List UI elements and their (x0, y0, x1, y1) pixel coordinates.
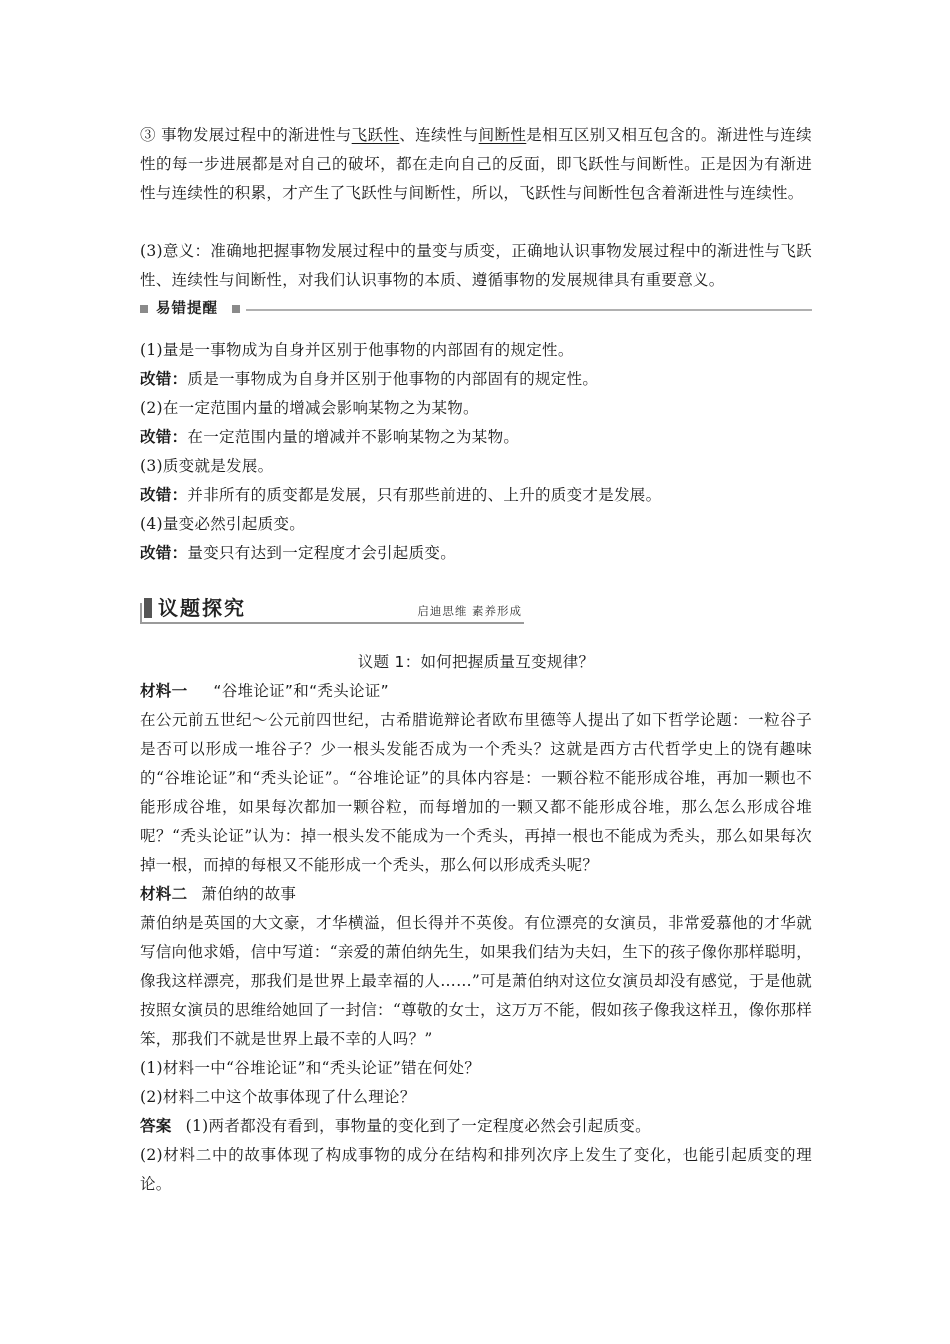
header-underline (140, 622, 524, 624)
divider-line (246, 309, 812, 311)
bullet-square-icon (232, 305, 240, 313)
tip-statement: (4)量变必然引起质变。 (140, 515, 306, 533)
topic-block (140, 648, 812, 1199)
tip-correction (140, 423, 812, 452)
topic-heading: 议题 1：如何把握质量互变规律？ (357, 653, 595, 671)
material-2-heading (140, 880, 812, 909)
question-1: (1)材料一中“谷堆论证”和“秃头论证”错在何处？ (140, 1059, 481, 1077)
error-tips-list (140, 336, 812, 568)
question-2: (2)材料二中这个故事体现了什么理论？ (140, 1088, 416, 1106)
point-3-lead: ③ 事物发展过程中的渐进性与 (140, 126, 352, 144)
tip-statement: (1)量是一事物成为自身并区别于他事物的内部固有的规定性。 (140, 341, 574, 359)
correction-text: 质是一事物成为自身并区别于他事物的内部固有的规定性。 (187, 370, 599, 388)
tip-correction (140, 481, 812, 510)
section-subtitle: 启迪思维 素养形成 (417, 604, 522, 618)
point-3-text (140, 121, 812, 208)
material-1-text: 在公元前五世纪～公元前四世纪，古希腊诡辩论者欧布里德等人提出了如下哲学论题：一粒谷子是否可以形成一堆谷子？少一根头发能否成为一个秃头？这就是西方古代哲学史上的饶有趣味的“谷堆论证”和“秃头论证”。“谷堆论证”的具体内容是：一颗谷粒不能形成谷堆，再加一颗也不能形成谷堆，如果每次都加一颗谷粒，而每增加的一颗又都不能形成谷堆，那么怎么形成谷堆呢？“秃头论证”认为：掉一根头发不能成为一个秃头，再掉一根也不能成为秃头，那么如果每次掉一根，而掉的每根又不能形成一个秃头，那么何以形成秃头呢？ (140, 711, 812, 874)
correction-label: 改错： (140, 370, 188, 388)
error-tips-header (140, 298, 812, 320)
correction-text: 并非所有的质变都是发展，只有那些前进的、上升的质变才是发展。 (187, 486, 662, 504)
header-accent-line (140, 603, 142, 623)
point-3-paragraph (140, 121, 812, 208)
point-3-mid: 、连续性与 (399, 126, 479, 144)
header-accent-bar (144, 598, 152, 618)
error-tips-title: 易错提醒 (156, 301, 218, 317)
significance-text: (3)意义：准确地把握事物发展过程中的量变与质变，正确地认识事物发展过程中的渐进性与飞跃性、连续性与间断性，对我们认识事物的本质、遵循事物的发展规律具有重要意义。 (140, 242, 812, 289)
correction-label: 改错： (140, 428, 188, 446)
answer-1 (140, 1112, 812, 1141)
material-2-label: 材料二 (140, 885, 188, 903)
bullet-square-icon (140, 305, 148, 313)
section-title: 议题探究 (158, 596, 246, 620)
material-2-text: 萧伯纳是英国的大文豪，才华横溢，但长得并不英俊。有位漂亮的女演员，非常爱慕他的才华就写信向他求婚，信中写道：“亲爱的萧伯纳先生，如果我们结为夫妇，生下的孩子像你那样聪明，像我这样漂亮，那我们是世界上最幸福的人……”可是萧伯纳对这位女演员却没有感觉，于是他就按照女演员的思维给她回了一封信：“尊敬的女士，这万万不能，假如孩子像我这样丑，像你那样笨，那我们不就是世界上最不幸的人吗？” (140, 914, 812, 1048)
underlined-term-leap: 飞跃性 (351, 126, 400, 144)
material-1-title: “谷堆论证”和“秃头论证” (213, 682, 389, 700)
material-1-label: 材料一 (140, 682, 188, 700)
correction-label: 改错： (140, 544, 188, 562)
underlined-term-discontinuity: 间断性 (478, 126, 527, 144)
tip-correction (140, 365, 812, 394)
answer-1-text: (1)两者都没有看到，事物量的变化到了一定程度必然会引起质变。 (185, 1117, 651, 1135)
significance-paragraph (140, 237, 812, 295)
answer-label: 答案 (140, 1117, 172, 1135)
correction-text: 量变只有达到一定程度才会引起质变。 (187, 544, 457, 562)
correction-label: 改错： (140, 486, 188, 504)
section-header (140, 595, 524, 625)
tip-correction (140, 539, 812, 568)
answer-2: (2)材料二中的故事体现了构成事物的成分在结构和排列次序上发生了变化，也能引起质变的理论。 (140, 1146, 812, 1193)
material-2-title: 萧伯纳的故事 (201, 885, 297, 903)
point-3-rest: 是相互区别又相互包含的。渐进性与连续性的每一步进展都是对自己的破坏，都在走向自己的反面，即飞跃性与间断性。正是因为有渐进性与连续性的积累，才产生了飞跃性与间断性，所以，飞跃性与间断性包含着渐进性与连续性。 (140, 126, 812, 202)
material-1-heading (140, 677, 812, 706)
tip-statement: (2)在一定范围内量的增减会影响某物之为某物。 (140, 399, 479, 417)
correction-text: 在一定范围内量的增减并不影响某物之为某物。 (187, 428, 520, 446)
tip-statement: (3)质变就是发展。 (140, 457, 274, 475)
